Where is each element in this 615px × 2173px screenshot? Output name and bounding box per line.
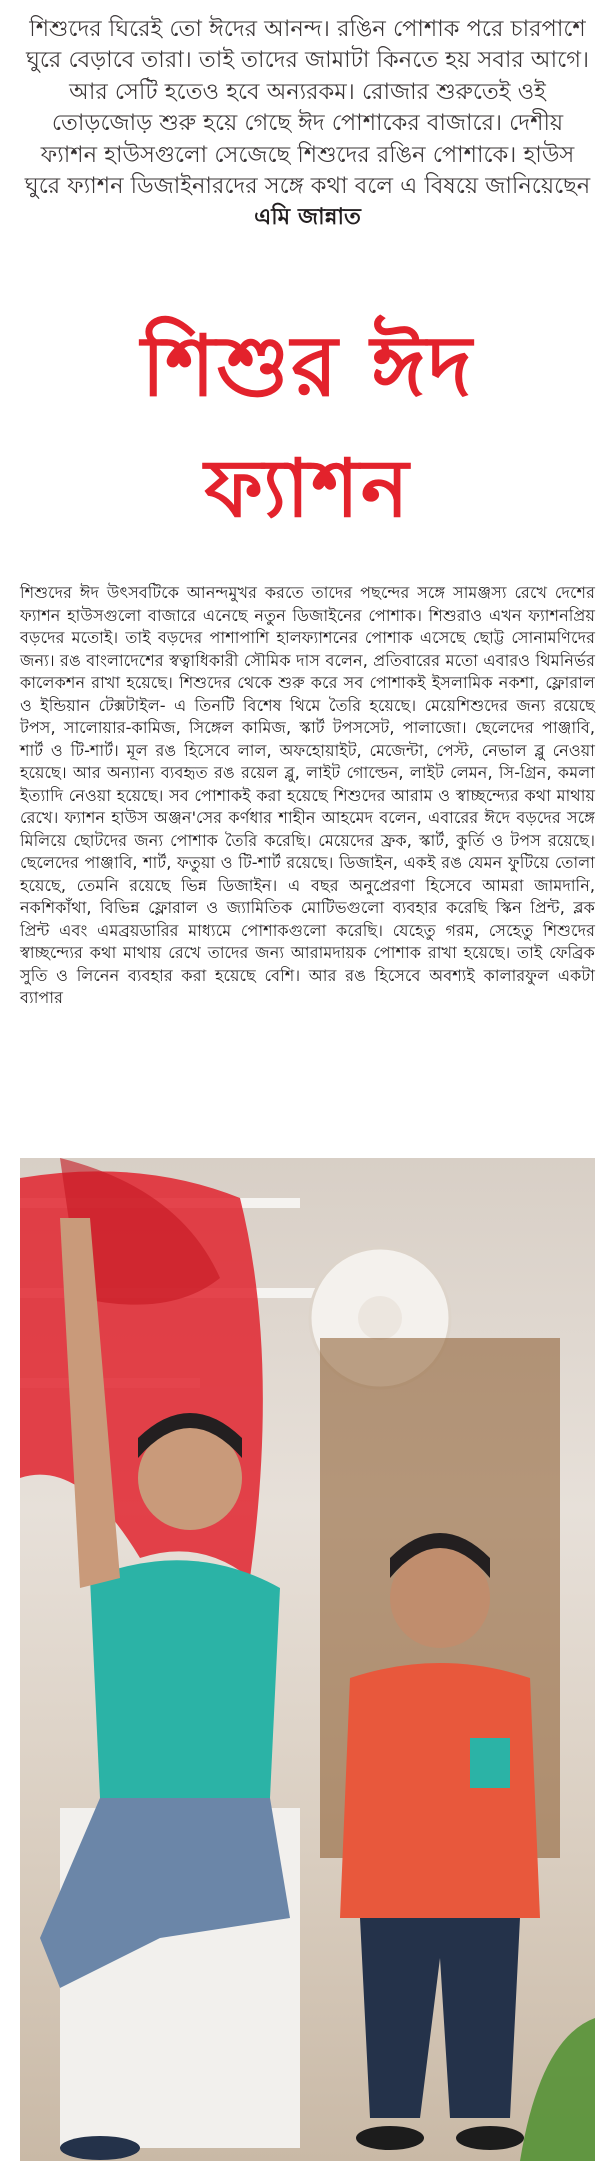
headline-line-2: ফ্যাশন <box>204 441 411 535</box>
right-boy-kurta <box>340 1663 540 1918</box>
right-boy-face <box>390 1548 490 1648</box>
left-boy-shoe <box>60 2136 140 2160</box>
plant-leaves <box>520 2018 595 2161</box>
right-boy-jeans <box>360 1918 520 2118</box>
kurta-pocket <box>470 1738 510 1788</box>
body-paragraph: শিশুদের ঈদ উৎসবটিকে আনন্দমুখর করতে তাদের পছন্দের সঙ্গে সামঞ্জস্য রেখে দেশের ফ্যাশন হাউসগুলো বাজারে এনেছে নতুন ডিজাইনের পোশাক। শিশুরাও এখন ফ্যাশনপ্রিয় বড়দের মতোই। তাই বড়দের পাশাপাশি হালফ্যাশনের পোশাক এসেছে ছোট্ট সোনামণিদের জন্য। রঙ বাংলাদেশের স্বত্বাধিকারী সৌমিক দাস বলেন, প্রতিবারের মতো এবারও থিমনির্ভর কালেকশন রাখা হয়েছে। শিশুদের থেকে শুরু করে সব পোশাকই ইসলামিক নকশা, ফ্লোরাল ও ইন্ডিয়ান টেক্সটাইল- এ তিনটি বিশেষ থিমে তৈরি হয়েছে। মেয়েশিশুদের জন্য রয়েছে টপস, সালোয়ার-কামিজ, সিঙ্গেল কামিজ, স্কার্ট টপসসেট, পালাজো। ছেলেদের পাঞ্জাবি, শার্ট ও টি-শার্ট। মূল রঙ হিসেবে লাল, অফহোয়াইট, মেজেন্টা, পেস্ট, নেভাল ব্লু নেওয়া হয়েছে। আর অন্যান্য ব্যবহৃত রঙ রয়েল ব্লু, লাইট গোল্ডেন, লাইট লেমন, সি-গ্রিন, কমলা ইত্যাদি নেওয়া হয়েছে। সব পোশাকই করা হয়েছে শিশুদের আরাম ও স্বাচ্ছন্দ্যের কথা মাথায় রেখে। ফ্যাশন হাউস অঞ্জন'সের কর্ণধার শাহীন আহমেদ বলেন, এবারের ঈদে বড়দের সঙ্গে মিলিয়ে ছোটদের জন্য পোশাক তৈরি করেছি। মেয়েদের ফ্রক, স্কার্ট, কুর্তি ও টপস রয়েছে। ছেলেদের পাঞ্জাবি, শার্ট, ফতুয়া ও টি-শার্ট রয়েছে। ডিজাইন, একই রঙ যেমন ফুটিয়ে তোলা হয়েছে, তেমনি রয়েছে ভিন্ন ডিজাইন। এ বছর অনুপ্রেরণা হিসেবে আমরা জামদানি, নকশিকাঁথা, বিভিন্ন ফ্লোরাল ও জ্যামিতিক মোটিভগুলো ব্যবহার করেছি স্কিন প্রিন্ট, ব্লক প্রিন্ট এবং এমব্রয়ডারির মাধ্যমে পোশাকগুলো করেছি। যেহেতু গরম, সেহেতু শিশুদের স্বাচ্ছন্দ্যের কথা মাথায় রেখে তাদের জন্য আরামদায়ক পোশাক রাখা হয়েছে। তাই ফেব্রিক সুতি ও লিনেন ব্যবহার করা হয়েছে বেশি। আর রঙ হিসেবে অবশ্যই কালারফুল একটা ব্যাপার <box>20 583 595 1007</box>
right-boy-shoe-right <box>456 2126 524 2150</box>
headline-line-1: শিশুর ঈদ <box>141 316 474 415</box>
intro-paragraph <box>22 14 593 234</box>
photo-illustration <box>20 1158 595 2161</box>
right-boy-shoe-left <box>356 2126 424 2150</box>
left-boy-shirt <box>90 1560 280 1798</box>
author-name: এমি জান্নাত <box>254 204 361 231</box>
two-boys-photo <box>20 1158 595 2161</box>
paper-fan-center <box>358 1296 402 1340</box>
article-body <box>20 582 595 1010</box>
intro-text: শিশুদের ঘিরেই তো ঈদের আনন্দ। রঙিন পোশাক পরে চারপাশে ঘুরে বেড়াবে তারা। তাই তাদের জামাটা কিনতে হয় সবার আগে। আর সেটি হতেও হবে অন্যরকম। রোজার শুরুতেই ওই তোড়জোড় শুরু হয়ে গেছে ঈদ পোশাকের বাজারে। দেশীয় ফ্যাশন হাউসগুলো সেজেছে শিশুদের রঙিন পোশাকে। হাউস ঘুরে ফ্যাশন ডিজাইনারদের সঙ্গে কথা বলে এ বিষয়ে জানিয়েছেন <box>24 16 591 200</box>
